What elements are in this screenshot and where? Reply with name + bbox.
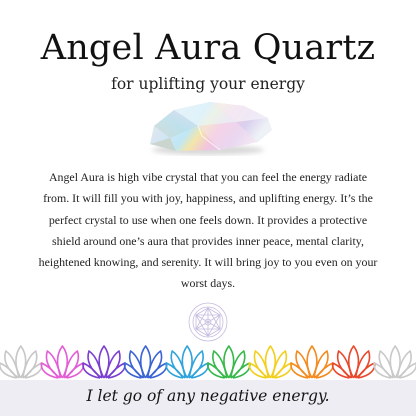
lotus-icon xyxy=(83,346,125,378)
lotus-icon xyxy=(41,346,83,378)
crystal-image xyxy=(140,96,278,158)
lotus-icon xyxy=(332,346,374,378)
affirmation-bar xyxy=(0,380,416,416)
metatron-cube-logo-icon xyxy=(186,300,230,344)
page-title: Angel Aura Quartz xyxy=(40,28,376,68)
chakra-lotus-row xyxy=(0,340,416,382)
subtitle: for uplifting your energy xyxy=(111,75,305,93)
description-text: Angel Aura is high vibe crystal that you can feel the energy radiate from. It will fill you with joy, happiness, and uplifting energy. It’s the perfect crystal to use when one feels down. It provides a protective shield around one’s aura that provides inner peace, mental clarity, heightened knowing, and serenity. It will bring joy to you even on your worst days. xyxy=(38,170,378,291)
lotus-icon xyxy=(124,346,166,378)
affirmation-text: I let go of any negative energy. xyxy=(86,387,330,405)
lotus-icon xyxy=(166,346,208,378)
lotus-icon xyxy=(0,346,42,378)
lotus-icon xyxy=(208,346,250,378)
lotus-icon xyxy=(374,346,416,378)
lotus-icon xyxy=(249,346,291,378)
lotus-icon xyxy=(291,346,333,378)
